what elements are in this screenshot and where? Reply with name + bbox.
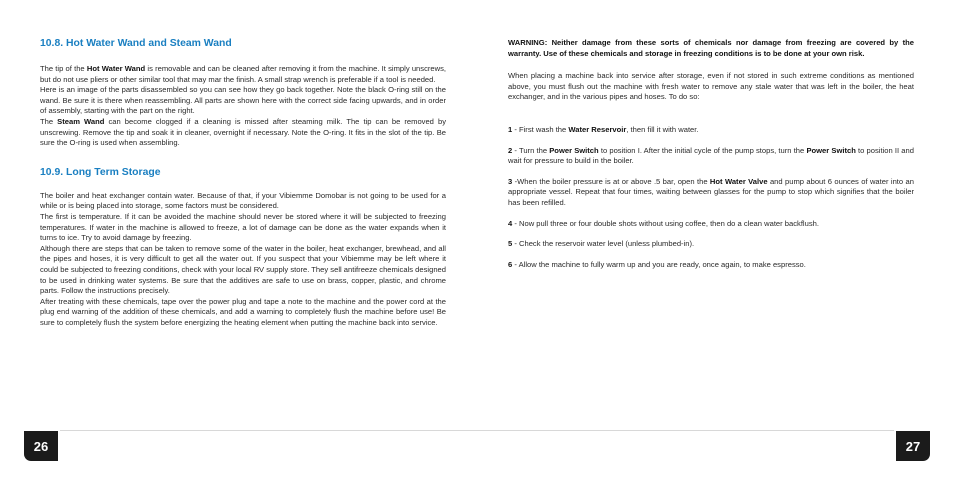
paragraph-steam-wand: The Steam Wand can become clogged if a cleaning is missed after steaming milk. The tip can be removed by unscrewing. Remove the tip and soak it in cleaner, overnight if necessary. Note the O-ring. It fits in the slot of the tip. Be sure the O-ring is used when assembling. xyxy=(40,116,446,148)
paragraph-antifreeze: Although there are steps that can be taken to remove some of the water in the boiler, heat exchanger, brewhead, and all the pipes and hoses, it is very difficult to get all the water out. If you suspect that your Vibiemme may be left where it could be subjected to freezing conditions, check with your local RV supply store. They sell antifreeze chemicals designed to be used in drinking water systems. Be sure that the additives are safe to use on brass, copper, plastic, and chrome parts. Follow the instructions precisely. xyxy=(40,243,446,296)
step-2: 2 - Turn the Power Switch to position I. After the initial cycle of the pump stops, turn the Power Switch to position II and wait for pressure to build in the boiler. xyxy=(508,145,914,166)
paragraph-hot-water-wand: The tip of the Hot Water Wand is removable and can be cleaned after removing it from the machine. It simply unscrews, but do not use pliers or other similar tool that may mar the finish. A small strap wrench is preferable if a tool is needed. xyxy=(40,64,447,84)
left-column xyxy=(40,38,446,328)
section-heading-hot-water-steam-wand: 10.8. Hot Water Wand and Steam Wand xyxy=(40,38,232,49)
step-5: 5 - Check the reservoir water level (unless plumbed-in). xyxy=(508,239,695,249)
paragraph-back-into-service: When placing a machine back into service after storage, even if not stored in such extreme conditions as mentioned above, you must flush out the machine with fresh water to remove any stale water that was left in the boiler, the heat exchanger, and in the various pipes and hoses. To do so: xyxy=(508,71,914,102)
paragraph-after-treating: After treating with these chemicals, tape over the power plug and tape a note to the machine and the power cord at the plug end warning of the addition of these chemicals, and add a warning to completely flush the machine before use! Be sure to completely flush the system before energizing the heating element when putting the machine back into service. xyxy=(40,296,446,327)
term-hot-water-valve: Hot Water Valve xyxy=(709,176,768,186)
term-power-switch: Power Switch xyxy=(806,145,856,155)
page-number-badge: 27 xyxy=(896,431,930,461)
step-4: 4 - Now pull three or four double shots without using coffee, then do a clean water backflush. xyxy=(508,218,819,228)
footer-divider xyxy=(60,430,477,431)
step-1: 1 - First wash the Water Reservoir, then fill it with water. xyxy=(508,124,699,134)
page-number-badge: 26 xyxy=(24,431,58,461)
step-3: 3 -When the boiler pressure is at or above .5 bar, open the Hot Water Valve and pump about 6 ounces of water into an appropriate vessel. Repeat that four times, waiting between glasses for the pump to stop which signifies that the boiler has been refilled. xyxy=(508,176,914,207)
paragraph-temperature: The first is temperature. If it can be avoided the machine should never be stored where it will be subjected to freezing temperatures. If water in the machine is allowed to freeze, a lot of damage can be done as the water expands when it turns to ice. Try to avoid damage by freezing. xyxy=(40,211,446,243)
paragraph-parts-image: Here is an image of the parts disassembled so you can see how they go back together. Note the black O-ring still on the wand. Be sure it is there when reassembling. All parts are shown here with the correct side facing upwards, and in order of assembly, starting with the part on the right. xyxy=(40,85,446,116)
term-hot-water-wand: Hot Water Wand xyxy=(86,64,146,73)
warning-paragraph: WARNING: Neither damage from these sorts of chemicals nor damage from freezing are covered by the warranty. Use of these chemicals and storage in freezing conditions is to be done at your own risk. xyxy=(508,38,914,58)
right-column xyxy=(508,38,914,270)
paragraph-storage-intro: The boiler and heat exchanger contain water. Because of that, if your Vibiemme Domobar is not going to be used for a while or is being placed into storage, some factors must be considered. xyxy=(40,190,446,211)
term-steam-wand: Steam Wand xyxy=(57,116,105,126)
right-page xyxy=(477,0,954,487)
footer-divider xyxy=(477,430,894,431)
term-water-reservoir: Water Reservoir xyxy=(568,124,627,134)
step-6: 6 - Allow the machine to fully warm up and you are ready, once again, to make espresso. xyxy=(508,259,806,269)
term-power-switch: Power Switch xyxy=(549,145,599,155)
section-heading-long-term-storage: 10.9. Long Term Storage xyxy=(40,166,161,178)
